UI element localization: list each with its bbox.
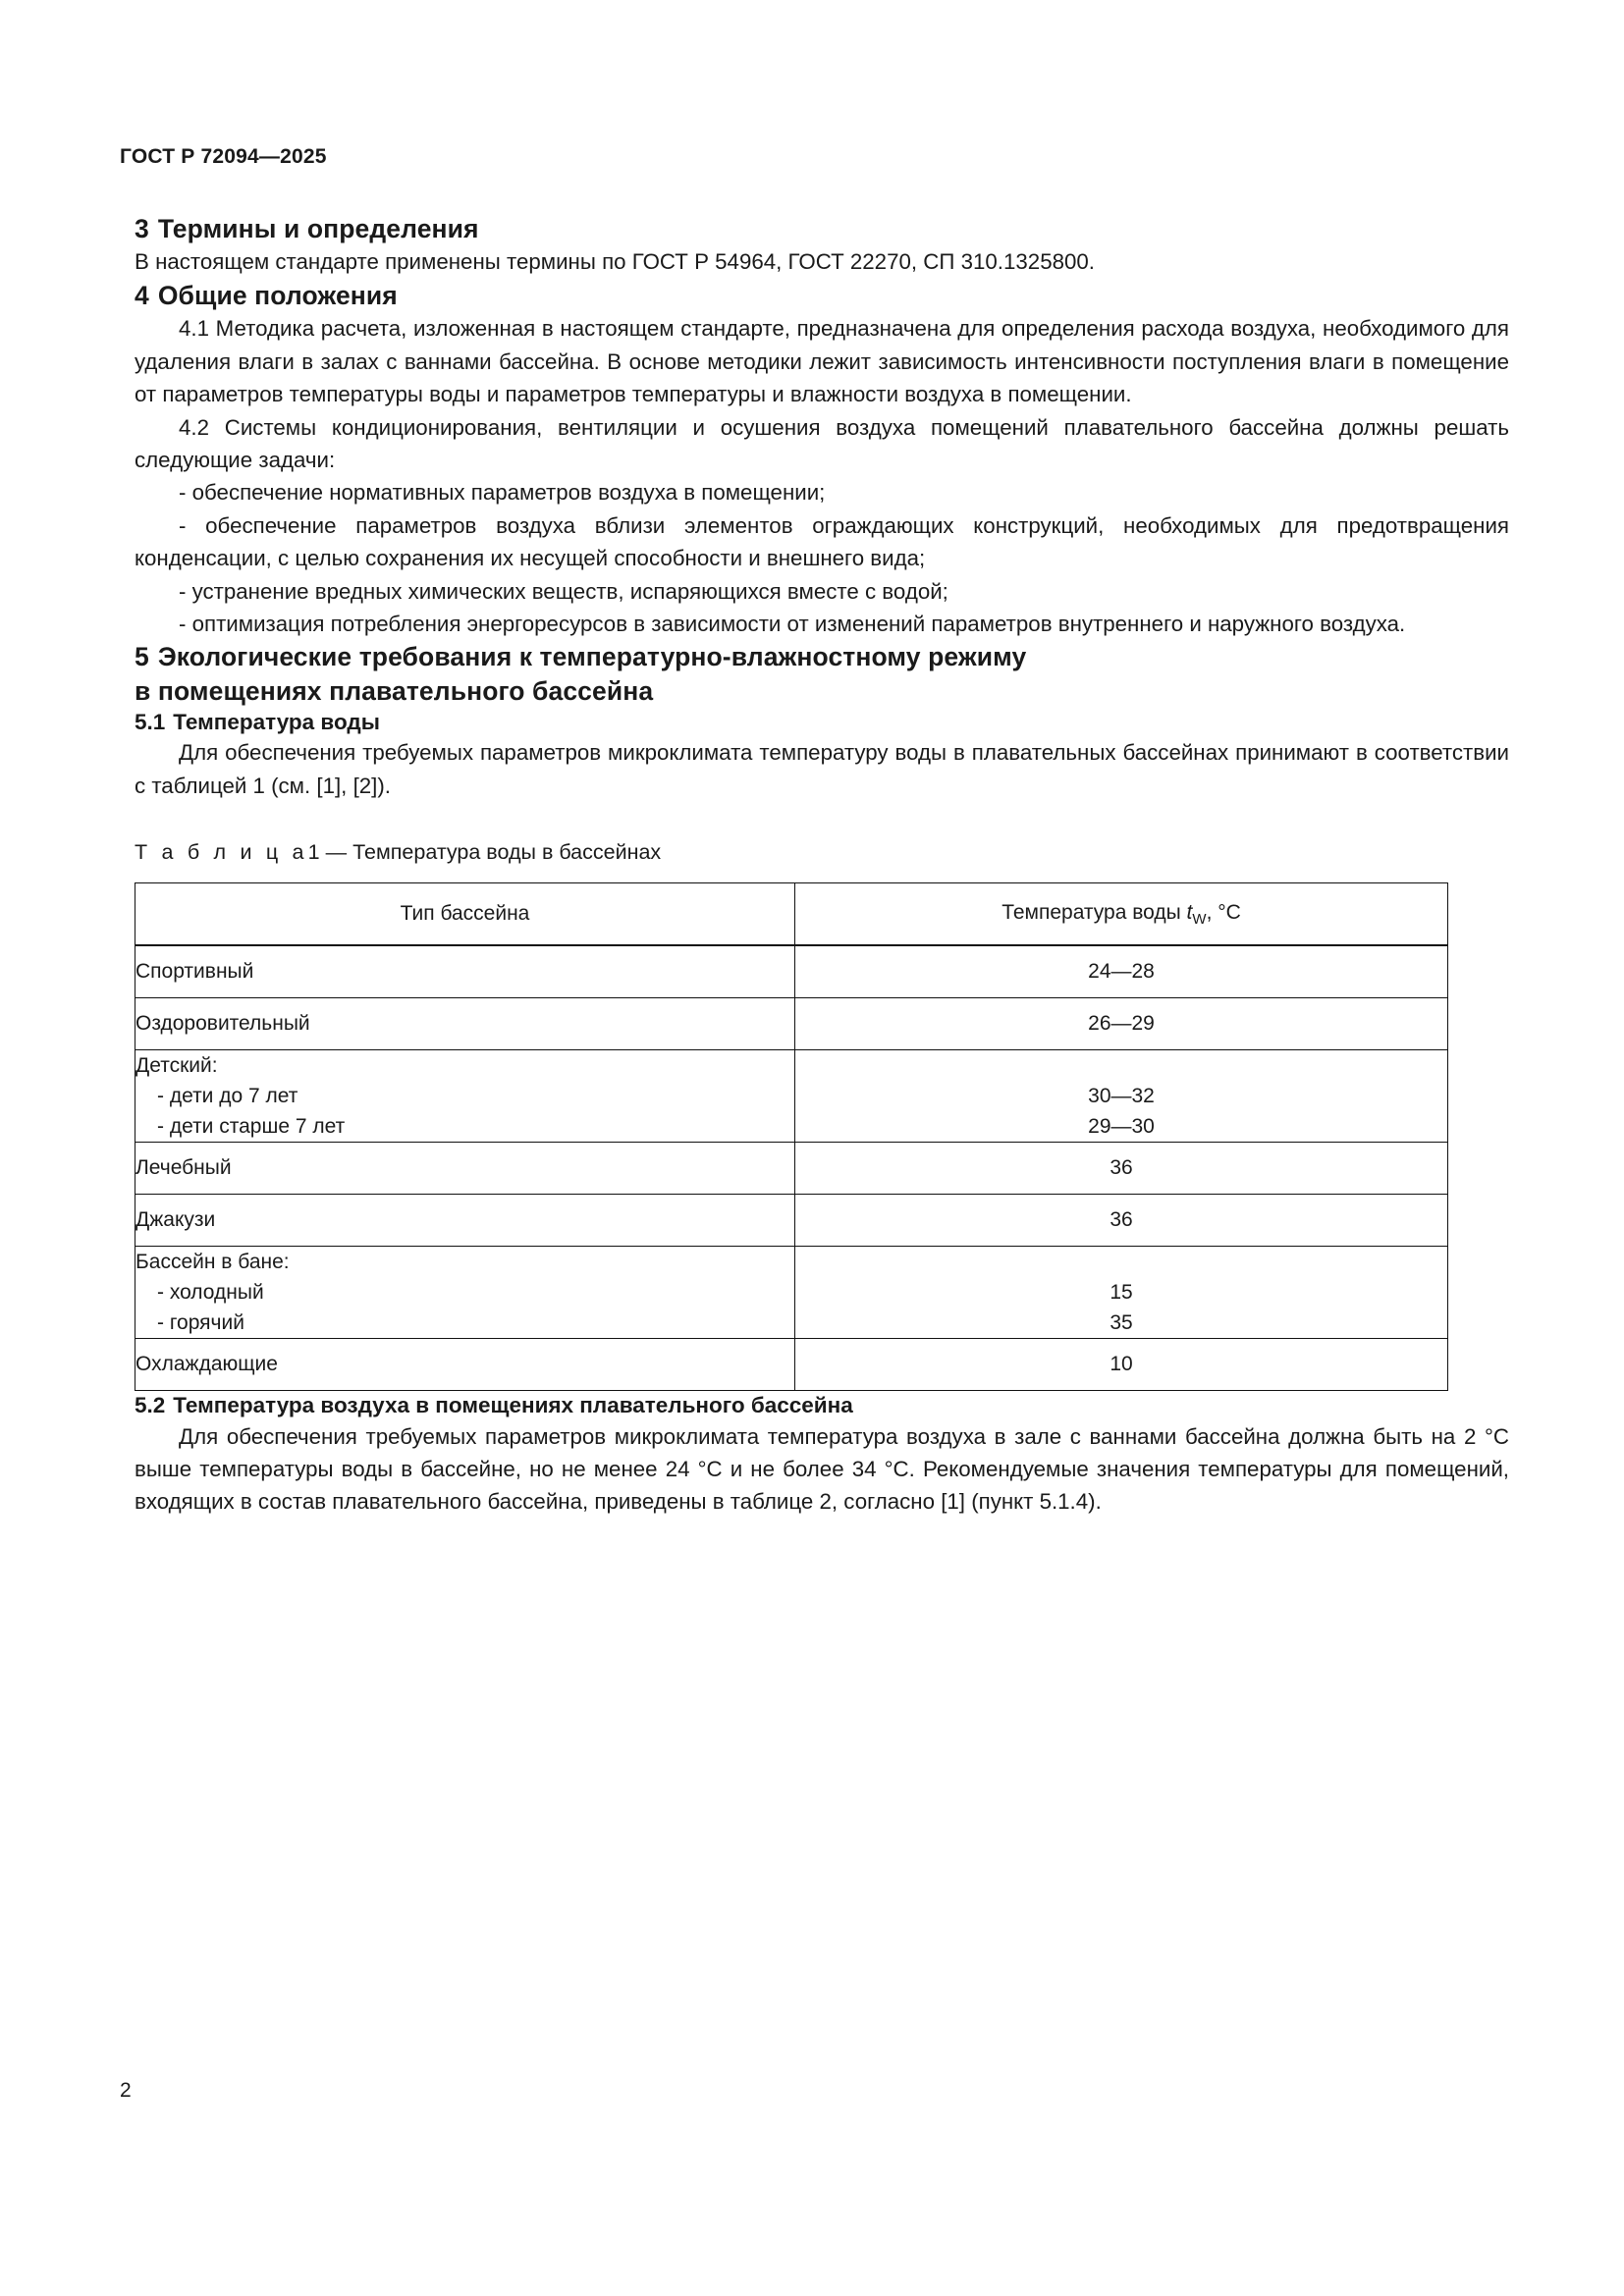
- table-body: [135, 945, 1448, 1391]
- cell-values: [795, 1050, 1447, 1142]
- cell-temperature: [795, 1050, 1448, 1143]
- subclause-5-1-title: Температура воды: [173, 710, 380, 735]
- cell-group-item: - холодный: [157, 1281, 264, 1305]
- bullet-item-4: [135, 608, 1509, 640]
- heading-subclause-5-2: [135, 1391, 1509, 1419]
- cell-group: [135, 1247, 794, 1338]
- cell-temperature: 10: [795, 1339, 1448, 1391]
- subclause-5-2-title: Температура воздуха в помещениях плавательного бассейна: [173, 1393, 853, 1418]
- bullet-item-2-text: - обеспечение параметров воздуха вблизи элементов ограждающих конструкций, необходимых для предотвращения конденсации, с целью сохранения их несущей способности и внешнего вида;: [135, 512, 1509, 571]
- cell-temperature: 26—29: [795, 998, 1448, 1050]
- paragraph-4-1-text: 4.1 Методика расчета, изложенная в настоящем стандарте, предназначена для определения расхода воздуха, необходимого для удаления влаги в залах с ваннами бассейна. В основе методики лежит зависимость интенсивности поступления влаги в помещение от параметров температуры воды и параметров температуры и влажности воздуха в помещении.: [135, 316, 1509, 407]
- cell-pool-type: [135, 1050, 795, 1143]
- clause-5-number: 5: [135, 642, 149, 672]
- cell-pool-type: [135, 1247, 795, 1339]
- paragraph-5-1: [135, 736, 1509, 802]
- cell-group-title: Детский:: [135, 1054, 218, 1078]
- table-row: [135, 1247, 1448, 1339]
- table-caption-title: Температура воды в бассейнах: [352, 840, 662, 865]
- cell-group-item: - дети до 7 лет: [157, 1085, 298, 1108]
- paragraph-5-2-text: Для обеспечения требуемых параметров микроклимата температура воздуха в зале с ваннами бассейна должна быть на 2 °C выше температуры воды в бассейне, но не менее 24 °C и не более 34 °C. Рекомендуемые значения температуры для помещений, входящих в состав плавательного бассейна, приведены в таблице 2, согласно [1] (пункт 5.1.4).: [135, 1423, 1509, 1515]
- header-symbol-subscript: W: [1192, 910, 1207, 928]
- cell-value: 15: [1110, 1281, 1133, 1305]
- cell-pool-type: Оздоровительный: [135, 998, 795, 1050]
- bullet-item-4-text: - оптимизация потребления энергоресурсов в зависимости от изменений параметров внутреннего и наружного воздуха.: [179, 611, 1406, 636]
- table-caption-word: Т а б л и ц а: [135, 840, 308, 865]
- header-text-suffix: , °C: [1206, 900, 1241, 924]
- cell-value-spacer: [795, 1247, 1447, 1277]
- cell-pool-type: Охлаждающие: [135, 1339, 795, 1391]
- bullet-item-3-text: - устранение вредных химических веществ, испаряющихся вместе с водой;: [179, 578, 948, 604]
- clause-4-number: 4: [135, 280, 149, 310]
- paragraph-5-2: [135, 1420, 1509, 1519]
- page-content: [135, 212, 1509, 1519]
- cell-group-title: Бассейн в бане:: [135, 1251, 290, 1274]
- table-row: [135, 945, 1448, 998]
- table-caption-dash: —: [325, 840, 348, 865]
- cell-value: 35: [1110, 1311, 1133, 1335]
- column-header-water-temperature: [795, 883, 1448, 946]
- clause-3-title: Термины и определения: [157, 214, 479, 243]
- header-symbol-t: t: [1186, 900, 1193, 924]
- clause-3-number: 3: [135, 214, 149, 243]
- cell-value: 29—30: [1088, 1115, 1155, 1139]
- paragraph-4-2: [135, 411, 1509, 477]
- bullet-item-1: [135, 476, 1509, 508]
- paragraph-4-2-text: 4.2 Системы кондиционирования, вентиляции и осушения воздуха помещений плавательного бассейна должны решать следующие задачи:: [135, 414, 1509, 472]
- cell-temperature: 24—28: [795, 945, 1448, 998]
- clause-5-title-line2: в помещениях плавательного бассейна: [135, 675, 654, 706]
- page-number: 2: [120, 2079, 132, 2102]
- table-row: [135, 1050, 1448, 1143]
- paragraph-4-1: [135, 312, 1509, 410]
- cell-pool-type: Спортивный: [135, 945, 795, 998]
- paragraph-5-1-text: Для обеспечения требуемых параметров микроклимата температуру воды в плавательных бассейнах принимают в соответствии с таблицей 1 (см. [1], [2]).: [135, 740, 1509, 798]
- bullet-item-3: [135, 575, 1509, 608]
- heading-subclause-5-1: [135, 708, 1509, 736]
- heading-clause-3: [135, 212, 1509, 245]
- bullet-item-1-text: - обеспечение нормативных параметров воздуха в помещении;: [179, 480, 826, 506]
- cell-pool-type: Лечебный: [135, 1143, 795, 1195]
- subclause-5-1-number: 5.1: [135, 710, 166, 735]
- cell-group-item: - дети старше 7 лет: [157, 1115, 346, 1139]
- clause-4-title: Общие положения: [157, 280, 398, 310]
- column-header-pool-type: Тип бассейна: [135, 883, 795, 946]
- cell-pool-type: Джакузи: [135, 1195, 795, 1247]
- cell-value: 30—32: [1088, 1085, 1155, 1108]
- subclause-5-2-number: 5.2: [135, 1393, 166, 1418]
- bullet-item-2: [135, 509, 1509, 575]
- table-row: [135, 1195, 1448, 1247]
- clause-5-title-line1: Экологические требования к температурно-влажностному режиму: [157, 642, 1027, 672]
- table-1-caption: [135, 837, 1509, 867]
- table-row: [135, 998, 1448, 1050]
- table-water-temperature: [135, 882, 1448, 1391]
- cell-group: [135, 1050, 794, 1142]
- table-caption-number: 1: [307, 840, 320, 865]
- table-row: [135, 1339, 1448, 1391]
- cell-temperature: 36: [795, 1195, 1448, 1247]
- cell-group-item: - горячий: [157, 1311, 244, 1335]
- heading-clause-4: [135, 279, 1509, 312]
- cell-values: [795, 1247, 1447, 1338]
- table-header-row: [135, 883, 1448, 946]
- heading-clause-5: [135, 640, 1509, 708]
- cell-value-spacer: [795, 1050, 1447, 1081]
- table-header: [135, 883, 1448, 946]
- table-row: [135, 1143, 1448, 1195]
- cell-temperature: 36: [795, 1143, 1448, 1195]
- header-text-prefix: Температура воды: [1001, 900, 1187, 924]
- running-header: ГОСТ Р 72094—2025: [120, 145, 327, 168]
- cell-temperature: [795, 1247, 1448, 1339]
- clause-3-paragraph: В настоящем стандарте применены термины по ГОСТ Р 54964, ГОСТ 22270, СП 310.1325800.: [135, 249, 1095, 275]
